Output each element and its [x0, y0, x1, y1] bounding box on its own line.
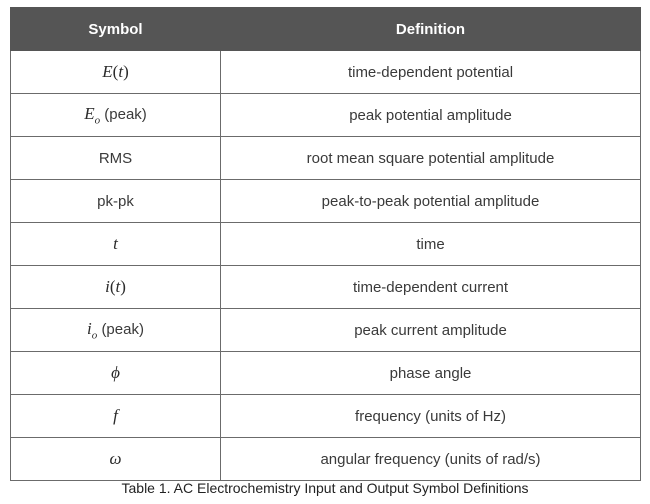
symbol-definitions-table — [10, 7, 641, 481]
definition-cell: peak potential amplitude — [221, 94, 641, 137]
math-symbol — [113, 406, 118, 425]
table-row — [11, 266, 641, 309]
symbol-base: i — [105, 277, 110, 296]
table-body — [11, 51, 641, 481]
symbol-base: E — [102, 62, 113, 81]
symbol-subscript: o — [94, 114, 101, 127]
definition-cell: peak current amplitude — [221, 309, 641, 352]
symbol-base: i — [87, 318, 92, 338]
symbol-cell — [11, 51, 221, 94]
symbol-cell — [11, 438, 221, 481]
math-symbol — [109, 449, 121, 468]
table-row — [11, 395, 641, 438]
table-row — [11, 438, 641, 481]
symbol-cell — [11, 223, 221, 266]
math-symbol — [84, 103, 101, 127]
math-symbol: E(t) — [102, 62, 129, 81]
definition-cell: time — [221, 223, 641, 266]
symbol-cell — [11, 395, 221, 438]
symbol-argument: t — [118, 62, 124, 81]
symbol-cell — [11, 309, 221, 352]
symbol-table-container — [10, 7, 640, 481]
definition-cell: phase angle — [221, 352, 641, 395]
math-symbol — [111, 363, 120, 382]
table-row — [11, 94, 641, 137]
definition-cell: peak-to-peak potential amplitude — [221, 180, 641, 223]
symbol-argument: t — [115, 277, 121, 296]
symbol-base: ϕ — [111, 363, 120, 382]
definition-cell: time-dependent current — [221, 266, 641, 309]
table-row — [11, 137, 641, 180]
definition-cell: angular frequency (units of rad/s) — [221, 438, 641, 481]
table-row — [11, 223, 641, 266]
table-row — [11, 309, 641, 352]
math-symbol: i(t) — [105, 277, 126, 296]
symbol-text: RMS — [98, 149, 133, 167]
definition-cell: frequency (units of Hz) — [221, 395, 641, 438]
definition-cell: time-dependent potential — [221, 51, 641, 94]
math-symbol — [113, 234, 118, 253]
symbol-cell — [11, 266, 221, 309]
table-row — [11, 180, 641, 223]
table-header-row — [11, 8, 641, 51]
symbol-cell — [11, 352, 221, 395]
symbol-base: f — [113, 406, 118, 425]
symbol-base: t — [113, 234, 118, 253]
table-row — [11, 51, 641, 94]
header-definition: Definition — [221, 8, 641, 51]
definition-cell: root mean square potential amplitude — [221, 137, 641, 180]
symbol-base: ω — [109, 449, 122, 468]
symbol-note: (peak) — [101, 320, 144, 338]
symbol-cell — [11, 94, 221, 137]
symbol-base: E — [84, 103, 95, 123]
table-caption: Table 1. AC Electrochemistry Input and Output Symbol Definitions — [121, 480, 529, 496]
symbol-cell — [11, 137, 221, 180]
math-symbol — [87, 318, 98, 342]
symbol-note: (peak) — [104, 105, 147, 123]
symbol-cell — [11, 180, 221, 223]
table-row — [11, 352, 641, 395]
symbol-subscript: o — [91, 329, 98, 342]
symbol-text: pk-pk — [97, 192, 134, 210]
header-symbol: Symbol — [11, 8, 221, 51]
